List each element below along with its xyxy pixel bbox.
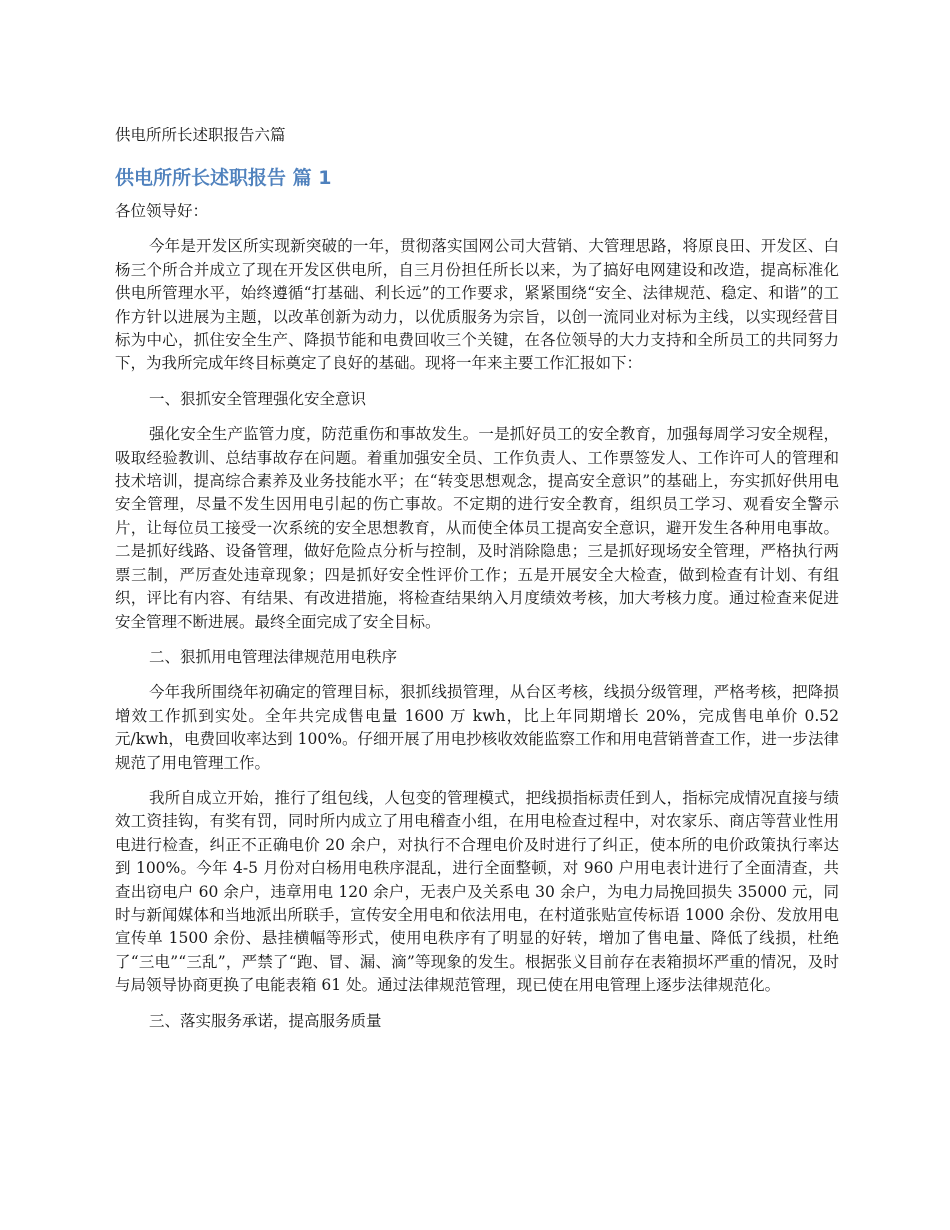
paragraph-line-loss: 今年我所围绕年初确定的管理目标，狠抓线损管理，从台区考核，线损分级管理，严格考核，把降损增效工作抓到实处。全年共完成售电量 1600 万 kwh，比上年同期增长 20%，完成售电单价 0.52 元/kwh，电费回收率达到 100%。仔细开展了用电抄核收效能监察工作和用电营销普查工作，进一步法律规范了用电管理工作。	[115, 683, 839, 772]
subheading-power-usage: 二、狠抓用电管理法律规范用电秩序	[149, 647, 398, 666]
salutation: 各位领导好：	[115, 202, 209, 220]
document-title: 供电所所长述职报告六篇	[115, 126, 286, 144]
paragraph-intro: 今年是开发区所实现新突破的一年，贯彻落实国网公司大营销、大管理思路，将原良田、开发区、白杨三个所合并成立了现在开发区供电所，自三月份担任所长以来，为了搞好电网建设和改造，提高标准化供电所管理水平，始终遵循“打基础、利长远”的工作要求，紧紧围绕“安全、法律规范、稳定、和谐”的工作方针以进展为主题，以改革创新为动力，以优质服务为宗旨，以创一流同业对标为主线，以实现经营目标为中心，抓住安全生产、降损节能和电费回收三个关键，在各位领导的大力支持和全所员工的共同努力下，为我所完成年终目标奠定了良好的基础。现将一年来主要工作汇报如下：	[115, 237, 839, 373]
subheading-safety: 一、狠抓安全管理强化安全意识	[149, 389, 367, 408]
document-body	[115, 200, 839, 1045]
paragraph-safety: 强化安全生产监管力度，防范重伤和事故发生。一是抓好员工的安全教育，加强每周学习安全规程，吸取经验教训、总结事故存在问题。着重加强安全员、工作负责人、工作票签发人、工作许可人的管理和技术培训，提高综合素养及业务技能水平；在“转变思想观念，提高安全意识”的基础上，夯实抓好供用电安全管理，尽量不发生因用电引起的伤亡事故。不定期的进行安全教育，组织员工学习、观看安全警示片，让每位员工接受一次系统的安全思想教育，从而使全体员工提高安全意识，避开发生各种用电事故。二是抓好线路、设备管理，做好危险点分析与控制，及时消除隐患；三是抓好现场安全管理，严格执行两票三制，严厉查处违章现象；四是抓好安全性评价工作；五是开展安全大检查，做到检查有计划、有组织，评比有内容、有结果、有改进措施，将检查结果纳入月度绩效考核，加大考核力度。通过检查来促进安全管理不断进展。最终全面完成了安全目标。	[115, 425, 839, 631]
section-heading: 供电所所长述职报告 篇 1	[115, 167, 332, 189]
paragraph-inspection: 我所自成立开始，推行了组包线，人包变的管理模式，把线损指标责任到人，指标完成情况直接与绩效工资挂钩，有奖有罚，同时所内成立了用电稽查小组，在用电检查过程中，对农家乐、商店等营业性用电进行检查，纠正不正确电价 20 余户，对执行不合理电价及时进行了纠正，使本所的电价政策执行率达到 100%。今年 4-5 月份对白杨用电秩序混乱，进行全面整顿，对 960 户用电表计进行了全面清查，共查出窃电户 60 余户，违章用电 120 余户，无表户及关系电 30 余户，为电力局挽回损失 35000 元，同时与新闻媒体和当地派出所联手，宣传安全用电和依法用电，在村道张贴宣传标语 1000 余份、发放用电宣传单 1500 余份、悬挂横幅等形式，使用电秩序有了明显的好转，增加了售电量、降低了线损，杜绝了“三电”“三乱”，严禁了“跑、冒、漏、滴”等现象的发生。根据张义目前存在表箱损坏严重的情况，及时与局领导协商更换了电能表箱 61 处。通过法律规范管理，现已使在用电管理上逐步法律规范化。	[115, 788, 839, 995]
subheading-service: 三、落实服务承诺，提高服务质量	[149, 1011, 382, 1030]
